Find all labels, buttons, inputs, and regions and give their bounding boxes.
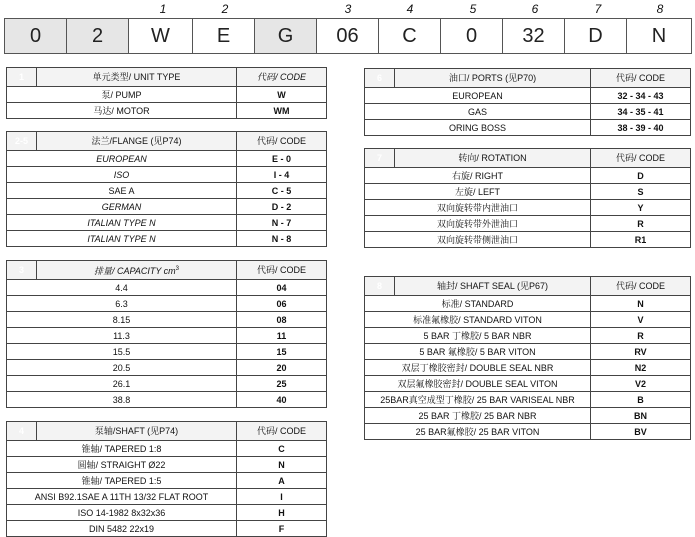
- row-code: V2: [591, 376, 691, 392]
- row-code: N: [591, 296, 691, 312]
- code-header: 代码/ CODE: [237, 261, 327, 280]
- code-header: 代码/ CODE: [237, 68, 327, 87]
- row-code: 04: [237, 280, 327, 296]
- code-cell: G: [255, 19, 317, 53]
- table-row: [365, 200, 691, 216]
- code-header: 代码/ CODE: [237, 132, 327, 151]
- code-cell: 2: [67, 19, 129, 53]
- table-row: [365, 296, 691, 312]
- section-number: 8: [365, 277, 395, 296]
- row-label: ORING BOSS: [365, 120, 591, 136]
- row-code: N - 7: [237, 215, 327, 231]
- row-label: ITALIAN TYPE N: [7, 231, 237, 247]
- row-label: 双向旋转带侧泄油口: [365, 232, 591, 248]
- row-code: S: [591, 184, 691, 200]
- position-number: 1: [159, 2, 167, 16]
- code-cell: 0: [441, 19, 503, 53]
- row-label: 4.4: [7, 280, 237, 296]
- table-row: [7, 521, 327, 537]
- table-row: [7, 489, 327, 505]
- row-code: N2: [591, 360, 691, 376]
- table-row: [365, 344, 691, 360]
- row-label: ISO 14-1982 8x32x36: [7, 505, 237, 521]
- table-row: [365, 104, 691, 120]
- section-number: 2-5: [7, 132, 37, 151]
- table-row: [365, 88, 691, 104]
- row-label: 8.15: [7, 312, 237, 328]
- table-row: [365, 312, 691, 328]
- row-label: ITALIAN TYPE N: [7, 215, 237, 231]
- code-header: 代码/ CODE: [591, 149, 691, 168]
- table-flange: [6, 131, 327, 247]
- code-cell: C: [379, 19, 441, 53]
- row-code: 38 - 39 - 40: [591, 120, 691, 136]
- row-label: 泵/ PUMP: [7, 87, 237, 103]
- row-label: 马达/ MOTOR: [7, 103, 237, 119]
- row-code: 20: [237, 360, 327, 376]
- code-cell: 06: [317, 19, 379, 53]
- code-cell: 32: [503, 19, 565, 53]
- table-header: 转向/ ROTATION: [395, 149, 591, 168]
- table-row: [7, 505, 327, 521]
- header-superscript: 3: [175, 266, 180, 272]
- table-capacity: [6, 260, 327, 408]
- code-cell: E: [193, 19, 255, 53]
- code-header: 代码/ CODE: [591, 69, 691, 88]
- table-header: 轴封/ SHAFT SEAL (见P67): [395, 277, 591, 296]
- row-code: V: [591, 312, 691, 328]
- row-label: 双向旋转带内泄油口: [365, 200, 591, 216]
- table-shaft: [6, 421, 327, 537]
- table-row: [7, 280, 327, 296]
- row-label: EUROPEAN: [7, 151, 237, 167]
- row-code: I: [237, 489, 327, 505]
- section-number: 3: [7, 261, 37, 280]
- row-code: BV: [591, 424, 691, 440]
- row-label: 锥轴/ TAPERED 1:5: [7, 473, 237, 489]
- row-code: N - 8: [237, 231, 327, 247]
- table-row: [7, 457, 327, 473]
- table-header: [37, 261, 237, 280]
- row-code: D - 2: [237, 199, 327, 215]
- row-code: 11: [237, 328, 327, 344]
- row-label: EUROPEAN: [365, 88, 591, 104]
- table-rotation: [364, 148, 691, 248]
- row-label: 38.8: [7, 392, 237, 408]
- row-label: 26.1: [7, 376, 237, 392]
- table-row: [365, 120, 691, 136]
- table-row: [7, 344, 327, 360]
- row-code: 32 - 34 - 43: [591, 88, 691, 104]
- row-label: 5 BAR 丁橡胶/ 5 BAR NBR: [365, 328, 591, 344]
- table-header: 泵轴/SHAFT (见P74): [37, 422, 237, 441]
- code-position-numbers: [0, 2, 695, 16]
- code-cell: 0: [5, 19, 67, 53]
- code-cell: N: [627, 19, 691, 53]
- table-row: [365, 168, 691, 184]
- row-code: 15: [237, 344, 327, 360]
- table-row: [365, 360, 691, 376]
- ordering-code-row: [4, 18, 692, 54]
- row-label: GERMAN: [7, 199, 237, 215]
- row-label: GAS: [365, 104, 591, 120]
- table-row: [365, 424, 691, 440]
- row-code: I - 4: [237, 167, 327, 183]
- section-number: 6: [365, 69, 395, 88]
- table-row: [365, 216, 691, 232]
- position-number: 4: [406, 2, 414, 16]
- table-row: [7, 151, 327, 167]
- code-header: 代码/ CODE: [591, 277, 691, 296]
- row-code: 06: [237, 296, 327, 312]
- row-label: 20.5: [7, 360, 237, 376]
- position-number: 2: [221, 2, 229, 16]
- row-code: 34 - 35 - 41: [591, 104, 691, 120]
- row-code: R: [591, 328, 691, 344]
- table-row: [7, 87, 327, 103]
- table-row: [7, 376, 327, 392]
- row-code: BN: [591, 408, 691, 424]
- table-row: [365, 408, 691, 424]
- position-number: 5: [469, 2, 477, 16]
- row-code: WM: [237, 103, 327, 119]
- table-row: [7, 231, 327, 247]
- row-code: C: [237, 441, 327, 457]
- code-cell: W: [129, 19, 193, 53]
- table-row: [7, 215, 327, 231]
- row-code: RV: [591, 344, 691, 360]
- row-label: 11.3: [7, 328, 237, 344]
- table-ports: [364, 68, 691, 136]
- row-label: 25BAR真空成型丁橡胶/ 25 BAR VARISEAL NBR: [365, 392, 591, 408]
- section-number: 7: [365, 149, 395, 168]
- table-row: [7, 441, 327, 457]
- table-row: [7, 360, 327, 376]
- row-code: C - 5: [237, 183, 327, 199]
- table-row: [7, 328, 327, 344]
- row-label: 左旋/ LEFT: [365, 184, 591, 200]
- row-label: 锥轴/ TAPERED 1:8: [7, 441, 237, 457]
- row-code: D: [591, 168, 691, 184]
- table-row: [7, 103, 327, 119]
- table-header: 单元类型/ UNIT TYPE: [37, 68, 237, 87]
- position-number: 3: [344, 2, 352, 16]
- table-unit-type: [6, 67, 327, 119]
- row-code: W: [237, 87, 327, 103]
- table-row: [365, 392, 691, 408]
- table-row: [7, 183, 327, 199]
- row-label: 25 BAR 丁橡胶/ 25 BAR NBR: [365, 408, 591, 424]
- table-row: [365, 232, 691, 248]
- row-label: 5 BAR 氟橡胶/ 5 BAR VITON: [365, 344, 591, 360]
- row-label: ANSI B92.1SAE A 11TH 13/32 FLAT ROOT: [7, 489, 237, 505]
- row-code: 08: [237, 312, 327, 328]
- row-code: F: [237, 521, 327, 537]
- row-label: 双向旋转带外泄油口: [365, 216, 591, 232]
- table-row: [365, 184, 691, 200]
- table-row: [7, 296, 327, 312]
- section-number: 4: [7, 422, 37, 441]
- section-number: 1: [7, 68, 37, 87]
- row-label: SAE A: [7, 183, 237, 199]
- row-code: R: [591, 216, 691, 232]
- row-label: 6.3: [7, 296, 237, 312]
- code-header: 代码/ CODE: [237, 422, 327, 441]
- table-row: [7, 312, 327, 328]
- row-label: 双层丁橡胶密封/ DOUBLE SEAL NBR: [365, 360, 591, 376]
- table-header: 油口/ PORTS (见P70): [395, 69, 591, 88]
- row-label: 右旋/ RIGHT: [365, 168, 591, 184]
- row-label: 15.5: [7, 344, 237, 360]
- row-code: N: [237, 457, 327, 473]
- row-label: 圆轴/ STRAIGHT Ø22: [7, 457, 237, 473]
- table-row: [7, 392, 327, 408]
- row-code: 25: [237, 376, 327, 392]
- table-row: [7, 473, 327, 489]
- position-number: 6: [531, 2, 539, 16]
- table-row: [365, 376, 691, 392]
- row-code: H: [237, 505, 327, 521]
- row-label: ISO: [7, 167, 237, 183]
- position-number: 8: [656, 2, 664, 16]
- table-row: [7, 199, 327, 215]
- table-shaft-seal: [364, 276, 691, 440]
- row-label: 标准/ STANDARD: [365, 296, 591, 312]
- row-code: 40: [237, 392, 327, 408]
- table-row: [365, 328, 691, 344]
- row-label: 双层氟橡胶密封/ DOUBLE SEAL VITON: [365, 376, 591, 392]
- row-code: R1: [591, 232, 691, 248]
- row-label: 标准氟橡胶/ STANDARD VITON: [365, 312, 591, 328]
- row-label: 25 BAR氟橡胶/ 25 BAR VITON: [365, 424, 591, 440]
- code-cell: D: [565, 19, 627, 53]
- table-header: 法兰/FLANGE (见P74): [37, 132, 237, 151]
- row-code: E - 0: [237, 151, 327, 167]
- table-row: [7, 167, 327, 183]
- row-label: DIN 5482 22x19: [7, 521, 237, 537]
- header-text: 排量/ CAPACITY cm: [93, 266, 176, 276]
- row-code: B: [591, 392, 691, 408]
- position-number: 7: [594, 2, 602, 16]
- row-code: A: [237, 473, 327, 489]
- row-code: Y: [591, 200, 691, 216]
